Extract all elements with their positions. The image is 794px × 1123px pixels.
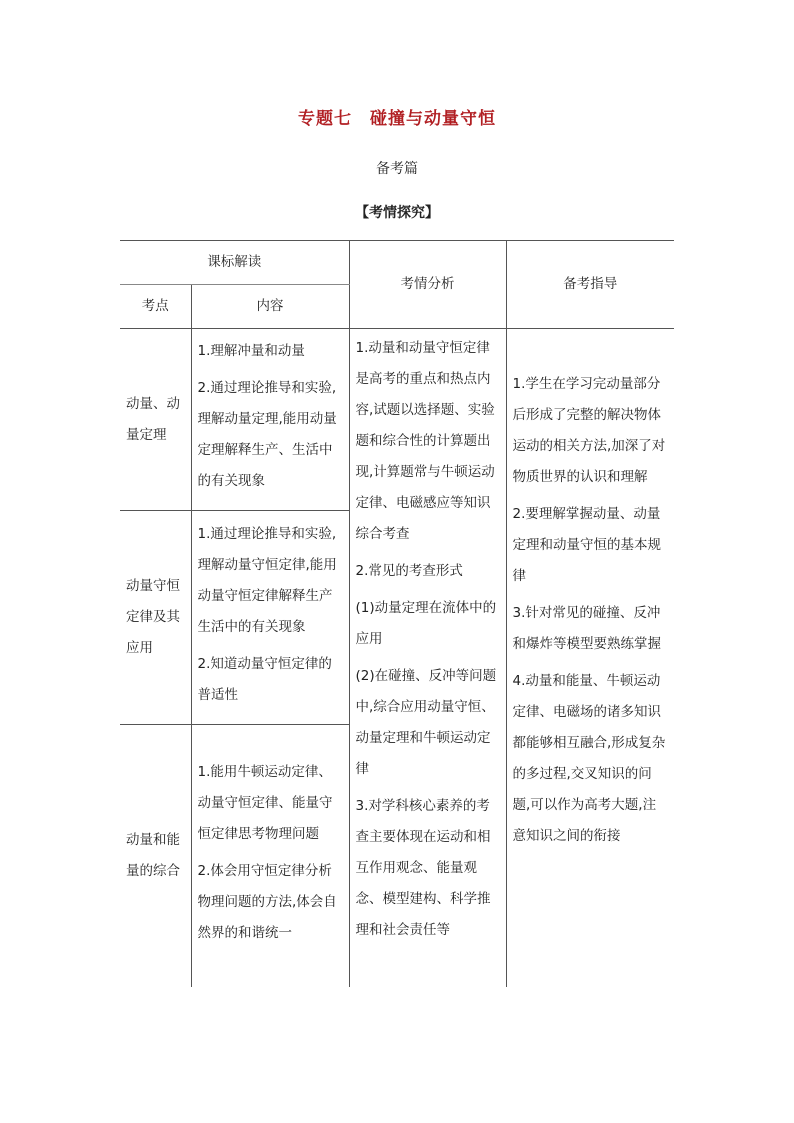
analysis-item: (1)动量定理在流体中的应用 bbox=[355, 600, 497, 647]
analysis-cell bbox=[349, 329, 506, 987]
guide-item: 3.针对常见的碰撞、反冲和爆炸等模型要熟练掌握 bbox=[512, 605, 661, 652]
page-subtitle: 备考篇 bbox=[376, 161, 418, 177]
exam-analysis-table bbox=[120, 240, 674, 987]
analysis-item: 2.常见的考查形式 bbox=[355, 563, 463, 579]
content-item: 1.通过理论推导和实验,理解动量守恒定律,能用动量守恒定律解释生产生活中的有关现象 bbox=[197, 525, 337, 635]
guide-item: 4.动量和能量、牛顿运动定律、电磁场的诸多知识都能够相互融合,形成复杂的多过程,交叉知识的问题,可以作为高考大题,注意知识之间的衔接 bbox=[512, 673, 666, 844]
topic-cell: 动量、动量定理 bbox=[120, 329, 191, 511]
page-title: 专题七 碰撞与动量守恒 bbox=[298, 109, 496, 129]
topic-cell: 动量守恒定律及其应用 bbox=[120, 511, 191, 725]
content-cell bbox=[191, 511, 349, 725]
content-item: 2.知道动量守恒定律的普适性 bbox=[197, 655, 332, 703]
header-analysis: 考情分析 bbox=[349, 241, 506, 329]
content-item: 2.体会用守恒定律分析物理问题的方法,体会自然界的和谐统一 bbox=[197, 862, 337, 941]
analysis-item: (2)在碰撞、反冲等问题中,综合应用动量守恒、动量定理和牛顿运动定律 bbox=[355, 668, 497, 777]
content-cell bbox=[191, 725, 349, 987]
analysis-item: 1.动量和动量守恒定律是高考的重点和热点内容,试题以选择题、实验题和综合性的计算题出现,计算题常与牛顿运动定律、电磁感应等知识综合考查 bbox=[355, 340, 495, 542]
topic-cell: 动量和能量的综合 bbox=[126, 831, 180, 879]
header-topic: 考点 bbox=[120, 285, 191, 329]
content-item: 2.通过理论推导和实验,理解动量定理,能用动量定理解释生产、生活中的有关现象 bbox=[197, 380, 337, 489]
content-cell bbox=[191, 329, 349, 511]
guide-item: 1.学生在学习完动量部分后形成了完整的解决物体运动的相关方法,加深了对物质世界的认识和理解 bbox=[512, 376, 666, 485]
header-content: 内容 bbox=[191, 285, 349, 329]
content-item: 1.能用牛顿运动定律、动量守恒定律、能量守恒定律思考物理问题 bbox=[197, 763, 333, 842]
header-curriculum-group: 课标解读 bbox=[120, 241, 349, 285]
section-heading: 【考情探究】 bbox=[355, 205, 439, 221]
content-item: 1.理解冲量和动量 bbox=[197, 343, 305, 359]
guide-item: 2.要理解掌握动量、动量定理和动量守恒的基本规律 bbox=[512, 506, 661, 584]
header-guide: 备考指导 bbox=[506, 241, 674, 329]
analysis-item: 3.对学科核心素养的考查主要体现在运动和相互作用观念、能量观念、模型建构、科学推理和社会责任等 bbox=[355, 798, 491, 938]
guide-cell bbox=[506, 329, 674, 987]
